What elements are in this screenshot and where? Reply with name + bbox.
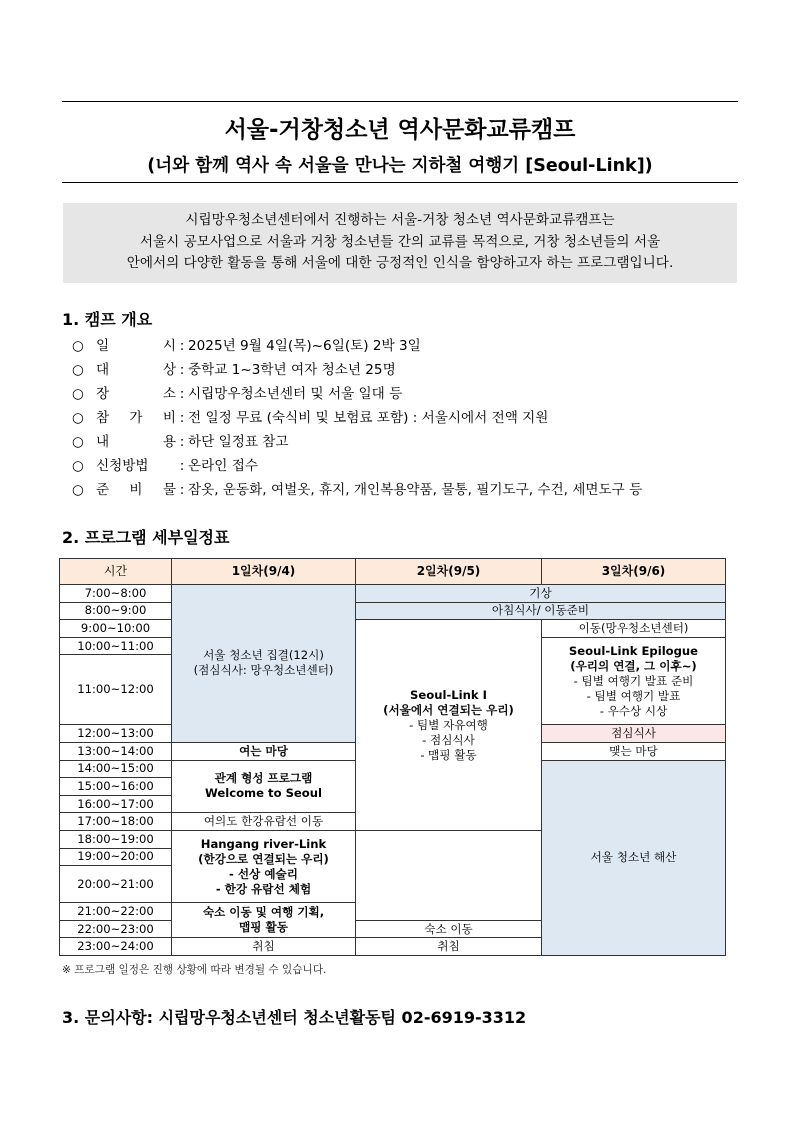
time-cell: 21:00~22:00	[60, 903, 172, 921]
page-subtitle: (너와 함께 역사 속 서울을 만나는 지하철 여행기 [Seoul-Link])	[147, 156, 653, 176]
circle-bullet-icon: ○	[72, 338, 84, 354]
schedule-header-row	[60, 559, 726, 585]
breakfast-cell: 아침식사/ 이동준비	[356, 602, 726, 620]
overview-value: 시립망우청소년센터 및 서울 일대 등	[188, 386, 403, 402]
overview-value: 온라인 접수	[188, 458, 258, 474]
day1-gather-cell: 서울 청소년 집결(12시) (점심식사: 망우청소년센터)	[172, 585, 356, 743]
intro-line: 시립망우청소년센터에서 진행하는 서울-거창 청소년 역사문화교류캠프는	[185, 212, 615, 228]
time-cell: 11:00~12:00	[60, 655, 172, 725]
circle-bullet-icon: ○	[72, 410, 84, 426]
time-cell: 14:00~15:00	[60, 760, 172, 778]
header-day1: 1일차(9/4)	[172, 559, 356, 585]
time-cell: 23:00~24:00	[60, 938, 172, 956]
header-time: 시간	[60, 559, 172, 585]
time-cell: 19:00~20:00	[60, 848, 172, 866]
overview-label: 대 상	[96, 362, 176, 378]
circle-bullet-icon: ○	[72, 386, 84, 402]
table-row	[60, 585, 726, 603]
overview-item-fee: ○ 참 가 비 : 전 일정 무료 (숙식비 및 보험료 포함) : 서울시에서 전액 지원	[72, 406, 642, 430]
day1-sleep-cell: 취침	[172, 938, 356, 956]
time-cell: 10:00~11:00	[60, 637, 172, 655]
overview-value: 중학교 1~3학년 여자 청소년 25명	[188, 362, 396, 378]
time-cell: 13:00~14:00	[60, 742, 172, 760]
overview-label: 준 비 물	[96, 482, 176, 498]
day3-close-cell: 맺는 마당	[542, 742, 726, 760]
overview-list	[72, 334, 642, 502]
section-heading-contact: 3. 문의사항: 시립망우청소년센터 청소년활동팀 02-6919-3312	[62, 1008, 527, 1027]
day1-open-cell: 여는 마당	[172, 742, 356, 760]
circle-bullet-icon: ○	[72, 482, 84, 498]
overview-value: 전 일정 무료 (숙식비 및 보험료 포함) : 서울시에서 전액 지원	[188, 410, 549, 426]
time-cell: 15:00~16:00	[60, 778, 172, 796]
header-day2: 2일차(9/5)	[356, 559, 542, 585]
circle-bullet-icon: ○	[72, 362, 84, 378]
overview-value: 잠옷, 운동화, 여벌옷, 휴지, 개인복용약품, 물통, 필기도구, 수건, 세면도구 등	[188, 482, 643, 498]
wake-cell: 기상	[356, 585, 726, 603]
bottom-rule	[62, 182, 738, 183]
schedule-note: ※ 프로그램 일정은 진행 상황에 따라 변경될 수 있습니다.	[62, 964, 327, 976]
overview-value: 하단 일정표 참고	[188, 434, 289, 450]
overview-item-date: ○ 일 시 : 2025년 9월 4일(목)~6일(토) 2박 3일	[72, 334, 642, 358]
time-cell: 17:00~18:00	[60, 813, 172, 831]
intro-line: 안에서의 다양한 활동을 통해 서울에 대한 긍정적인 인식을 함양하고자 하는 프로그램입니다.	[126, 255, 674, 271]
overview-item-apply: ○ 신청방법 : 온라인 접수	[72, 454, 642, 478]
schedule-table	[59, 558, 726, 956]
overview-label: 신청방법	[96, 458, 149, 474]
time-cell: 12:00~13:00	[60, 725, 172, 743]
page-title: 서울-거창청소년 역사문화교류캠프	[224, 117, 576, 143]
overview-label: 내 용	[96, 434, 176, 450]
intro-box	[63, 203, 737, 283]
day1-plan-cell: 숙소 이동 및 여행 기획, 맵핑 활동	[172, 903, 356, 938]
time-cell: 7:00~8:00	[60, 585, 172, 603]
table-row	[60, 620, 726, 638]
overview-label: 장 소	[96, 386, 176, 402]
circle-bullet-icon: ○	[72, 434, 84, 450]
header-day3: 3일차(9/6)	[542, 559, 726, 585]
day1-relation-cell: 관계 형성 프로그램 Welcome to Seoul	[172, 760, 356, 813]
overview-item-place: ○ 장 소 : 시립망우청소년센터 및 서울 일대 등	[72, 382, 642, 406]
time-cell: 8:00~9:00	[60, 602, 172, 620]
day3-dismiss-cell: 서울 청소년 해산	[542, 760, 726, 955]
day3-move-cell: 이동(망우청소년센터)	[542, 620, 726, 638]
day1-move-cruise-cell: 여의도 한강유람선 이동	[172, 813, 356, 831]
day3-lunch-cell: 점심식사	[542, 725, 726, 743]
overview-item-supplies: ○ 준 비 물 : 잠옷, 운동화, 여벌옷, 휴지, 개인복용약품, 물통, 필기도구, 수건, 세면도구 등	[72, 478, 642, 502]
overview-item-target: ○ 대 상 : 중학교 1~3학년 여자 청소년 25명	[72, 358, 642, 382]
day2-move-cell: 숙소 이동	[356, 920, 542, 938]
section-heading-schedule: 2. 프로그램 세부일정표	[62, 528, 230, 547]
top-rule	[62, 101, 738, 102]
circle-bullet-icon: ○	[72, 458, 84, 474]
overview-item-content: ○ 내 용 : 하단 일정표 참고	[72, 430, 642, 454]
day2-link1-cell: Seoul-Link Ⅰ (서울에서 연결되는 우리) - 팀별 자유여행 - 점심식사 - 맵핑 활동	[356, 620, 542, 831]
time-cell: 16:00~17:00	[60, 795, 172, 813]
overview-label: 일 시	[96, 338, 176, 354]
overview-label: 참 가 비	[96, 410, 176, 426]
overview-value: 2025년 9월 4일(목)~6일(토) 2박 3일	[188, 338, 421, 354]
day3-epilogue-cell: Seoul-Link Epilogue (우리의 연결, 그 이후~) - 팀별 여행기 발표 준비 - 팀별 여행기 발표 - 우수상 시상	[542, 637, 726, 725]
time-cell: 9:00~10:00	[60, 620, 172, 638]
time-cell: 20:00~21:00	[60, 866, 172, 903]
table-row	[60, 602, 726, 620]
day2-sleep-cell: 취침	[356, 938, 542, 956]
intro-line: 서울시 공모사업으로 서울과 거창 청소년들 간의 교류를 목적으로, 거창 청소년들의 서울	[139, 233, 661, 250]
section-heading-overview: 1. 캠프 개요	[62, 310, 153, 329]
day1-hangang-cell: Hangang river-Link (한강으로 연결되는 우리) - 선상 예술리 - 한강 유람선 체험	[172, 830, 356, 902]
time-cell: 22:00~23:00	[60, 920, 172, 938]
time-cell: 18:00~19:00	[60, 830, 172, 848]
